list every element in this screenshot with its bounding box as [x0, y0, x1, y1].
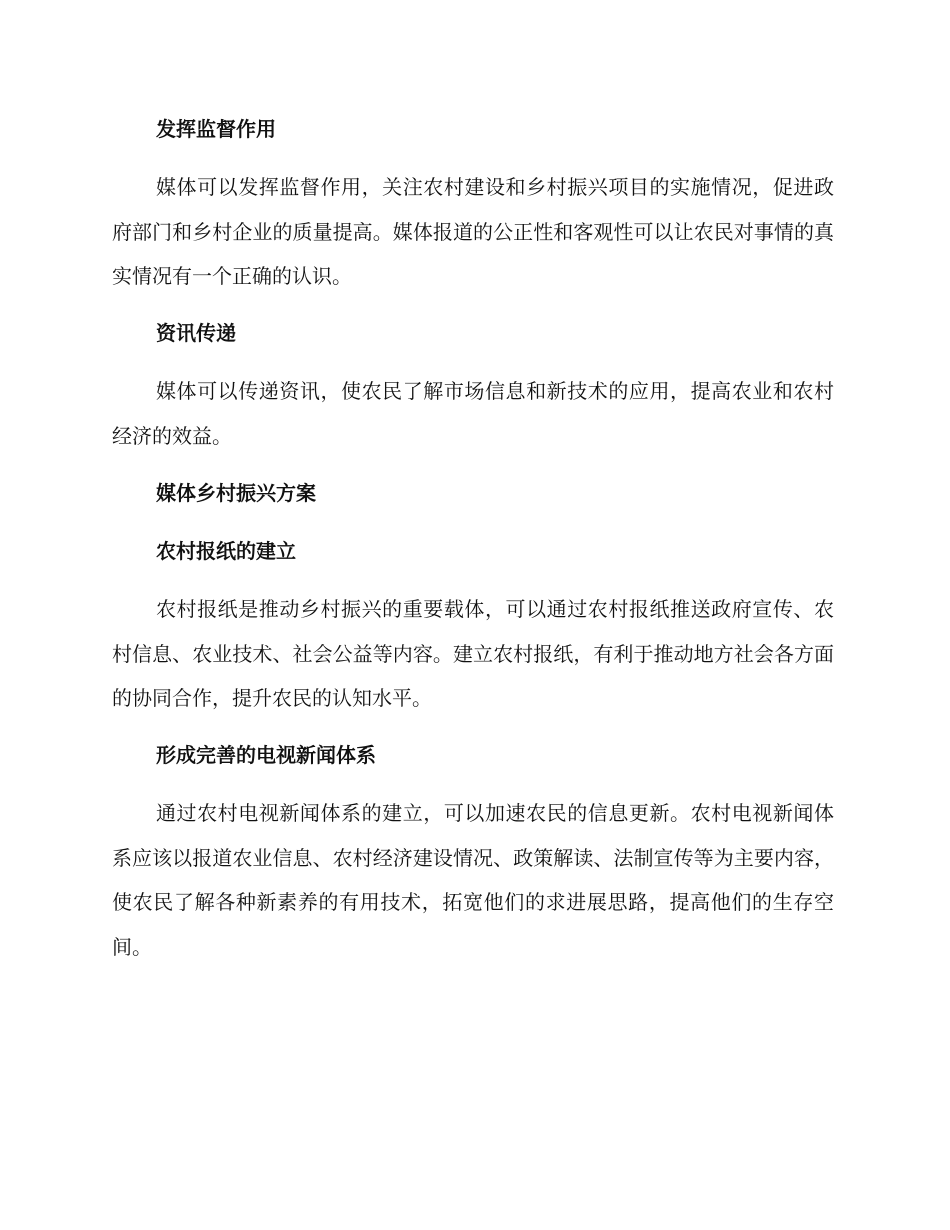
section-body-supervision: 媒体可以发挥监督作用，关注农村建设和乡村振兴项目的实施情况，促进政府部门和乡村企业的质量提高。媒体报道的公正性和客观性可以让农民对事情的真实情况有一个正确的认识。	[112, 175, 834, 288]
section-body-info-delivery: 媒体可以传递资讯，使农民了解市场信息和新技术的应用，提高农业和农村经济的效益。	[112, 379, 834, 448]
section-heading-info-delivery: 资讯传递	[156, 321, 236, 345]
section-heading-rural-newspaper: 农村报纸的建立	[156, 539, 296, 563]
section-heading-supervision: 发挥监督作用	[156, 117, 276, 141]
section-body-rural-newspaper: 农村报纸是推动乡村振兴的重要载体，可以通过农村报纸推送政府宣传、农村信息、农业技术、社会公益等内容。建立农村报纸，有利于推动地方社会各方面的协同合作，提升农民的认知水平。	[112, 597, 834, 710]
section-heading-media-plan: 媒体乡村振兴方案	[156, 481, 316, 505]
section-body-tv-news: 通过农村电视新闻体系的建立，可以加速农民的信息更新。农村电视新闻体系应该以报道农业信息、农村经济建设情况、政策解读、法制宣传等为主要内容，使农民了解各种新素养的有用技术，拓宽他们的求进展思路，提高他们的生存空间。	[112, 801, 834, 959]
section-heading-tv-news: 形成完善的电视新闻体系	[156, 743, 376, 767]
